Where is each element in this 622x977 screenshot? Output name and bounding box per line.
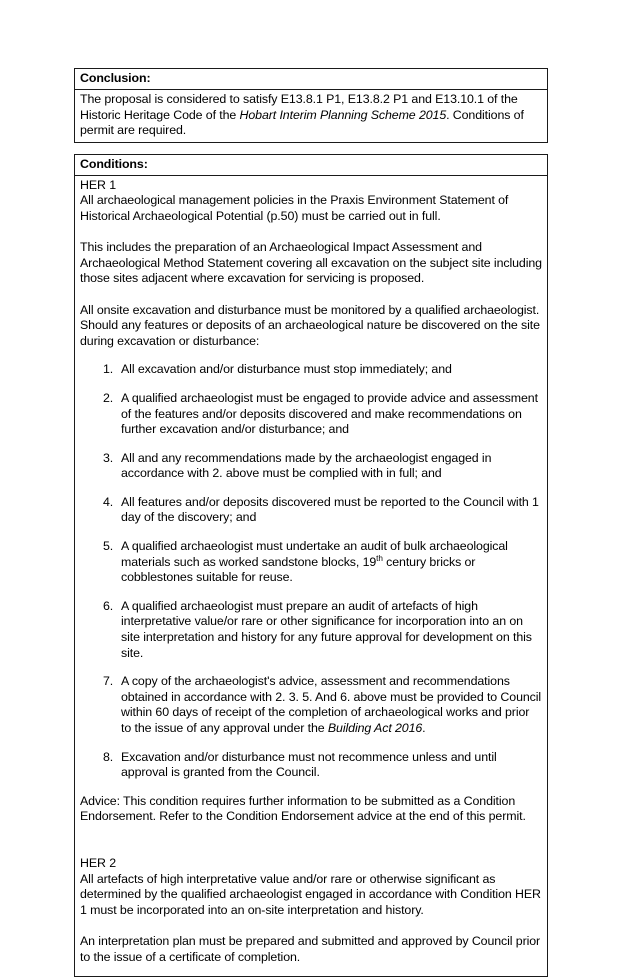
list-item-text: All excavation and/or disturbance must stop immediately; and [121, 362, 452, 377]
list-item [80, 599, 542, 661]
list-item [80, 362, 542, 378]
conditions-body-row [75, 175, 548, 976]
her2-title: HER 2 [80, 855, 116, 870]
list-item-number: 2. [103, 390, 114, 405]
conclusion-text-part2: . Conditions of permit are required. [80, 107, 524, 138]
conclusion-body-row [75, 90, 548, 143]
section-spacer [80, 825, 542, 856]
list-item [80, 750, 542, 781]
her2-paragraph-1: All artefacts of high interpretative value and/or rare or otherwise significant as determined by the qualified archaeologist engaged in accordance with Condition HER 1 must be incorporated into an on-site interpretation and history. [80, 871, 541, 917]
conclusion-header-row [75, 69, 548, 90]
her1-advice: Advice: This condition requires further information to be submitted as a Condition Endorsement. Refer to the Condition Endorsement advice at the end of this permit. [80, 793, 526, 824]
cell-bottom-spacer [80, 965, 542, 973]
conclusion-scheme-name: Hobart Interim Planning Scheme 2015 [239, 107, 447, 122]
conclusion-header: Conclusion: [75, 69, 548, 90]
list-item-number: 3. [103, 450, 114, 465]
paragraph-spacer [80, 287, 542, 303]
list-item-text: A qualified archaeologist must be engaged to provide advice and assessment of the features and/or deposits discovered and make recommendations on further excavation and/or disturbance; and [121, 390, 538, 437]
list-item-text: A qualified archaeologist must prepare an audit of artefacts of high interpretative value/or rare or other significance for incorporation into an on site interpretation and history for any future approval for development on this site. [121, 598, 532, 660]
her1-list-wrapper [80, 362, 542, 780]
conclusion-table [74, 68, 548, 143]
list-item-number: 8. [103, 749, 114, 764]
conditions-header: Conditions: [75, 154, 548, 175]
list-item-text-after-superscript: century bricks or cobblestones suitable for reuse. [121, 554, 476, 585]
conditions-body-cell [75, 175, 548, 976]
list-item-text: All and any recommendations made by the archaeologist engaged in accordance with 2. above must be complied with in full; and [121, 450, 492, 481]
conclusion-paragraph [80, 92, 542, 139]
list-item-text-before-italic: A copy of the archaeologist's advice, assessment and recommendations obtained in accordance with 2. 3. 5. And 6. above must be provided to Council within 60 days of receipt of the completion of archaeological works and prior to the issue of any approval under the [121, 674, 542, 735]
list-item-text: Excavation and/or disturbance must not recommence unless and until approval is granted from the Council. [121, 749, 497, 780]
her1-title: HER 1 [80, 177, 116, 192]
conclusion-text-part1: The proposal is considered to satisfy E13.8.1 P1, E13.8.2 P1 and E13.10.1 of the Historic Heritage Code of the [80, 92, 518, 122]
list-item [80, 391, 542, 438]
table-spacer [74, 143, 548, 154]
conclusion-body-cell [75, 90, 548, 143]
list-item [80, 539, 542, 586]
her1-conditions-list [80, 362, 542, 780]
list-item-number: 7. [103, 674, 114, 689]
her1-includes: This includes the preparation of an Archaeological Impact Assessment and Archaeological Method Statement covering all excavation on the subject site including those sites adjacent where excavation for servicing is proposed. [80, 240, 542, 286]
list-item-text-after-italic: . [422, 721, 426, 735]
ordinal-superscript: th [376, 553, 383, 563]
list-item-number: 5. [103, 539, 114, 554]
conditions-table [74, 154, 548, 977]
paragraph-spacer [80, 225, 542, 241]
list-item [80, 451, 542, 482]
list-item [80, 674, 542, 736]
paragraph-spacer [80, 918, 542, 934]
list-item-number: 1. [103, 362, 114, 377]
list-item [80, 495, 542, 526]
list-item-text: All features and/or deposits discovered must be reported to the Council with 1 day of the discovery; and [121, 494, 539, 525]
her1-monitoring: All onsite excavation and disturbance must be monitored by a qualified archaeologist. Should any features or deposits of an archaeological nature be discovered on the site during excavation or disturbance: [80, 302, 540, 348]
her2-paragraph-2: An interpretation plan must be prepared and submitted and approved by Council prior to the issue of a certificate of completion. [80, 933, 541, 964]
conditions-header-row [75, 154, 548, 175]
her1-intro: All archaeological management policies in the Praxis Environment Statement of Historical Archaeological Potential (p.50) must be carried out in full. [80, 193, 509, 223]
list-item-number: 6. [103, 598, 114, 613]
list-item-text-before-superscript: A qualified archaeologist must undertake an audit of bulk archaeological materials such as worked sandstone blocks, 19 [121, 539, 508, 569]
building-act-citation: Building Act 2016 [327, 721, 423, 735]
list-item-number: 4. [103, 494, 114, 509]
